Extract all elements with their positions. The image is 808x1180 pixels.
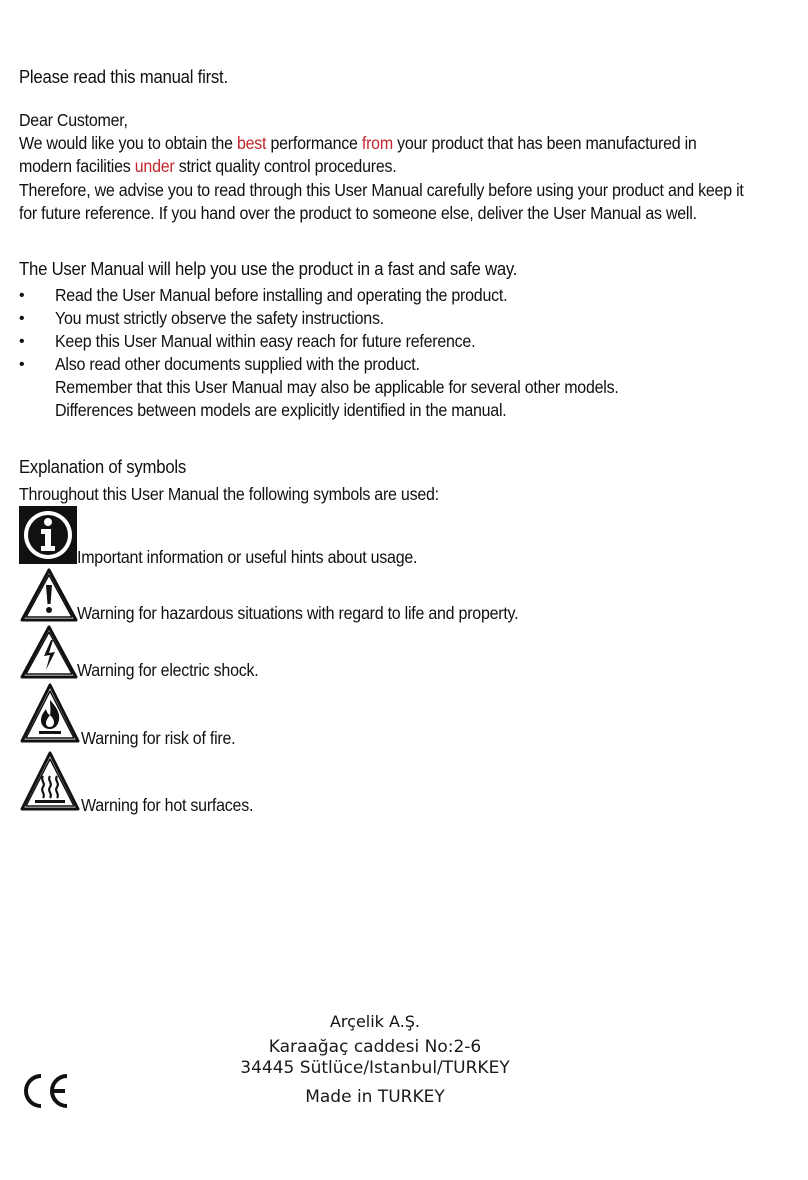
intro-line-3: Therefore, we advise you to read through this User Manual carefully before using your product and keep it bbox=[19, 180, 744, 200]
manual-page: Please read this manual first. Dear Customer, We would like you to obtain the best performance from your product that has been manufactured in modern facilities under strict quality control procedures. Therefore, we advise you to read through this User Manual carefully before using your product and keep it for future reference. If you hand over the product to someone else, deliver the User Manual as well. The User Manual will help you use the product in a fast and safe way. • Read the User Manual before installing and operating the product. • You must strictly observe the safety instructions. • Keep this User Manual within easy reach for future reference. • Also read other documents supplied with the product. Remember that this User Manual may also be applicable for several other models. Differences between models are explicitly identified in the manual. Explanation of symbols Throughout this User Manual the following symbols are used: Important information or useful hints about usage. Warning for hazardous situations with regard to life and property. Warning for electric shock. Warning for risk of fire. Warning for hot surfaces. Arçelik A.Ş. Karaağaç caddesi No:2-6 34445 Sütlüce/Istanbul/TURKEY Made in TURKEY bbox=[0, 0, 808, 1180]
highlight-best: best bbox=[236, 133, 267, 153]
symbol-label: Warning for hazardous situations with regard to life and property. bbox=[77, 603, 519, 623]
help-heading: The User Manual will help you use the product in a fast and safe way. bbox=[19, 259, 518, 279]
highlight-under: under bbox=[134, 156, 175, 176]
bullet-glyph: • bbox=[19, 356, 25, 373]
intro-heading: Please read this manual first. bbox=[19, 67, 228, 87]
fire-icon bbox=[19, 682, 81, 744]
symbol-label: Warning for hot surfaces. bbox=[81, 795, 254, 815]
made-in-label: Made in TURKEY bbox=[305, 1087, 445, 1107]
company-name: Arçelik A.Ş. bbox=[329, 1012, 421, 1031]
bullet-glyph: • bbox=[19, 333, 25, 350]
hot-surface-icon bbox=[19, 750, 81, 812]
bullet-glyph: • bbox=[19, 287, 25, 304]
intro-line-4: for future reference. If you hand over the product to someone else, deliver the User Manual as well. bbox=[19, 203, 697, 223]
intro-line-1: We would like you to obtain the best performance from your product that has been manufactured in bbox=[19, 133, 697, 153]
address-line-1: Karaağaç caddesi No:2-6 bbox=[268, 1037, 482, 1057]
symbols-heading: Explanation of symbols bbox=[19, 457, 187, 477]
intro-line-2: modern facilities under strict quality control procedures. bbox=[19, 156, 397, 176]
highlight-from: from bbox=[361, 133, 393, 153]
symbol-label: Warning for electric shock. bbox=[77, 660, 259, 680]
salutation: Dear Customer, bbox=[19, 110, 128, 130]
symbol-label: Warning for risk of fire. bbox=[81, 728, 236, 748]
symbols-intro: Throughout this User Manual the following symbols are used: bbox=[19, 484, 439, 504]
electric-shock-icon bbox=[19, 624, 79, 680]
ce-mark-icon bbox=[19, 1072, 71, 1110]
symbol-label: Important information or useful hints about usage. bbox=[77, 547, 418, 567]
bullet-glyph: • bbox=[19, 310, 25, 327]
info-icon bbox=[19, 506, 77, 564]
address-line-2: 34445 Sütlüce/Istanbul/TURKEY bbox=[240, 1058, 510, 1078]
warning-icon bbox=[19, 567, 79, 623]
